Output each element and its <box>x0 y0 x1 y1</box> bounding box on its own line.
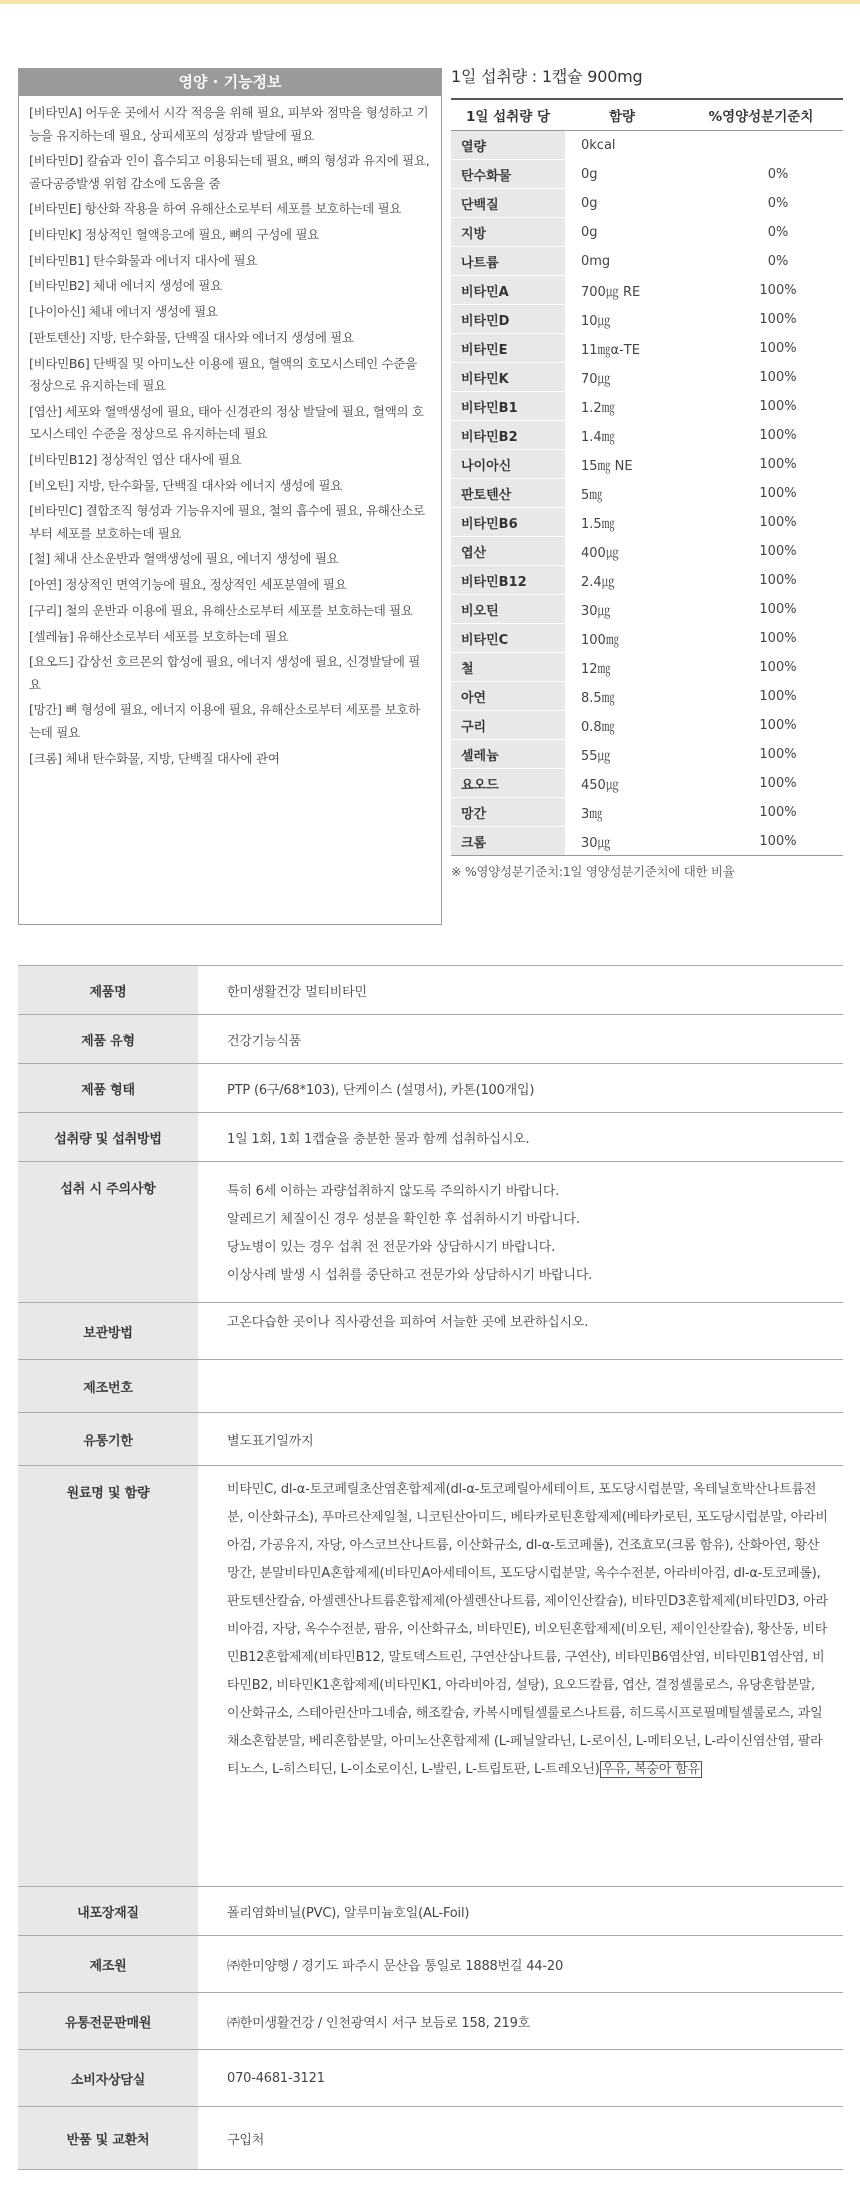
info-label: 제품명 <box>18 966 198 1015</box>
nutrition-row <box>451 537 843 566</box>
nutrient-name: 크롬 <box>451 827 565 856</box>
nutrient-amount: 0mg <box>565 247 679 276</box>
nutrient-daily-value: 100% <box>679 450 843 479</box>
function-claim: [비타민B6] 단백질 및 아미노산 이용에 필요, 혈액의 호모시스테인 수준을 정상으로 유지하는데 필요 <box>29 355 417 393</box>
nutrient-daily-value: 100% <box>679 624 843 653</box>
nutrition-table <box>451 98 843 856</box>
function-claim: [비타민D] 칼슘과 인이 흡수되고 이용되는데 필요, 뼈의 형성과 유지에 필요, 골다공증발생 위험 감소에 도움을 줌 <box>29 153 430 191</box>
nutrient-amount: 0g <box>565 218 679 247</box>
nutrient-daily-value: 100% <box>679 363 843 392</box>
info-label: 섭취 시 주의사항 <box>18 1162 198 1303</box>
info-value: ㈜한미생활건강 / 인천광역시 서구 보듬로 158, 219호 <box>198 1993 843 2050</box>
nutrient-amount: 1.4㎎ <box>565 421 679 450</box>
nutrient-name: 비타민A <box>451 276 565 305</box>
info-label: 원료명 및 함량 <box>18 1466 198 1887</box>
nutrition-row <box>451 160 843 189</box>
nutrient-name: 철 <box>451 653 565 682</box>
info-value: 폴리염화비닐(PVC), 알루미늄호일(AL-Foil) <box>198 1887 843 1936</box>
info-row-mfg-number <box>18 1360 843 1413</box>
nutrient-daily-value: 100% <box>679 305 843 334</box>
nutrient-amount: 12㎎ <box>565 653 679 682</box>
nutrient-name: 비타민K <box>451 363 565 392</box>
info-row-consumer-center <box>18 2050 843 2107</box>
info-value: ㈜한미양행 / 경기도 파주시 문산읍 통일로 1888번길 44-20 <box>198 1936 843 1993</box>
nutrient-name: 탄수화물 <box>451 160 565 189</box>
nutrition-row <box>451 711 843 740</box>
nutrition-facts-panel <box>451 68 843 880</box>
nutrient-amount: 1.2㎎ <box>565 392 679 421</box>
function-claim: [비타민B12] 정상적인 엽산 대사에 필요 <box>29 451 242 467</box>
info-row-returns <box>18 2107 843 2170</box>
info-row-distributor <box>18 1993 843 2050</box>
nutrition-row <box>451 392 843 421</box>
nutrient-amount: 0g <box>565 160 679 189</box>
info-label: 보관방법 <box>18 1303 198 1360</box>
nutrient-daily-value: 0% <box>679 189 843 218</box>
nutrient-daily-value: 0% <box>679 247 843 276</box>
nutrient-name: 요오드 <box>451 769 565 798</box>
info-value: 건강기능식품 <box>198 1015 843 1064</box>
function-info-title: 영양 · 기능정보 <box>19 69 441 96</box>
nutrition-row <box>451 595 843 624</box>
nutrition-row <box>451 247 843 276</box>
function-claim: [엽산] 세포와 혈액생성에 필요, 태아 신경관의 정상 발달에 필요, 혈액의 호모시스테인 수준을 정상으로 유지하는데 필요 <box>29 403 424 442</box>
nutrition-row <box>451 450 843 479</box>
nutrient-daily-value: 100% <box>679 392 843 421</box>
info-row-manufacturer <box>18 1936 843 1993</box>
nutrient-amount: 10㎍ <box>565 305 679 334</box>
info-label: 유통전문판매원 <box>18 1993 198 2050</box>
nutrient-name: 비타민B1 <box>451 392 565 421</box>
nutrient-daily-value: 0% <box>679 160 843 189</box>
nutrient-name: 비타민D <box>451 305 565 334</box>
nutrition-row <box>451 740 843 769</box>
nutrition-row <box>451 479 843 508</box>
info-row-expiry <box>18 1413 843 1466</box>
nutrition-row <box>451 769 843 798</box>
header-per-serving: 1일 섭취량 당 <box>451 99 565 131</box>
info-label: 제품 유형 <box>18 1015 198 1064</box>
info-value: 구입처 <box>198 2107 843 2170</box>
nutrition-row <box>451 421 843 450</box>
nutrient-name: 비오틴 <box>451 595 565 624</box>
nutrient-amount: 15㎎ NE <box>565 450 679 479</box>
info-label: 유통기한 <box>18 1413 198 1466</box>
serving-size: 1일 섭취량 : 1캡슐 900mg <box>451 67 643 86</box>
function-claim: [비오틴] 지방, 탄수화물, 단백질 대사와 에너지 생성에 필요 <box>29 477 343 493</box>
header-daily-value: %영양성분기준치 <box>679 99 843 131</box>
nutrient-name: 비타민B12 <box>451 566 565 595</box>
nutrition-row <box>451 682 843 711</box>
info-label: 제품 형태 <box>18 1064 198 1113</box>
nutrient-name: 엽산 <box>451 537 565 566</box>
info-value: 1일 1회, 1회 1캡슐을 충분한 물과 함께 섭취하십시오. <box>198 1113 843 1162</box>
nutrient-amount: 400㎍ <box>565 537 679 566</box>
nutrient-amount: 30㎍ <box>565 827 679 856</box>
info-value: 별도표기일까지 <box>198 1413 843 1466</box>
nutrient-name: 아연 <box>451 682 565 711</box>
nutrient-daily-value: 100% <box>679 334 843 363</box>
nutrition-row <box>451 189 843 218</box>
nutrient-amount: 700㎍ RE <box>565 276 679 305</box>
nutrient-daily-value: 100% <box>679 595 843 624</box>
nutrient-amount: 11㎎α-TE <box>565 334 679 363</box>
nutrition-row <box>451 218 843 247</box>
info-row-caution <box>18 1162 843 1303</box>
nutrient-amount: 1.5㎎ <box>565 508 679 537</box>
nutrient-daily-value: 100% <box>679 421 843 450</box>
info-value <box>198 1360 843 1413</box>
daily-value-footnote: ※ %영양성분기준치:1일 영양성분기준치에 대한 비율 <box>451 864 735 879</box>
nutrition-row <box>451 566 843 595</box>
info-value: 한미생활건강 멀티비타민 <box>198 966 843 1015</box>
nutrient-amount: 70㎍ <box>565 363 679 392</box>
info-value: 070-4681-3121 <box>198 2050 843 2107</box>
info-label: 반품 및 교환처 <box>18 2107 198 2170</box>
nutrient-daily-value: 100% <box>679 740 843 769</box>
info-value-ingredients <box>198 1466 843 1887</box>
function-claim: [비타민A] 어두운 곳에서 시각 적응을 위해 필요, 피부와 점막을 형성하고 기능을 유지하는데 필요, 상피세포의 성장과 발달에 필요 <box>29 105 429 143</box>
nutrient-name: 비타민C <box>451 624 565 653</box>
nutrient-daily-value: 0% <box>679 218 843 247</box>
nutrient-name: 구리 <box>451 711 565 740</box>
nutrient-daily-value: 100% <box>679 798 843 827</box>
info-value: PTP (6구/68*103), 단케이스 (설명서), 카톤(100개입) <box>198 1064 843 1113</box>
function-claim: [나이아신] 체내 에너지 생성에 필요 <box>29 304 218 320</box>
function-claim: [요오드] 갑상선 호르몬의 합성에 필요, 에너지 생성에 필요, 신경발달에 필요 <box>29 654 421 692</box>
caution-line: 이상사례 발생 시 섭취를 중단하고 전문가와 상담하시기 바랍니다. <box>227 1268 593 1283</box>
nutrient-amount: 0.8㎎ <box>565 711 679 740</box>
info-row-product-type <box>18 1015 843 1064</box>
info-value-caution <box>198 1162 843 1303</box>
nutrient-daily-value: 100% <box>679 479 843 508</box>
nutrition-row <box>451 653 843 682</box>
nutrition-row <box>451 508 843 537</box>
nutrient-name: 비타민E <box>451 334 565 363</box>
nutrient-daily-value: 100% <box>679 537 843 566</box>
nutrient-name: 나이아신 <box>451 450 565 479</box>
info-label: 섭취량 및 섭취방법 <box>18 1113 198 1162</box>
nutrient-name: 나트륨 <box>451 247 565 276</box>
nutrient-name: 단백질 <box>451 189 565 218</box>
function-claim: [아연] 정상적인 면역기능에 필요, 정상적인 세포분열에 필요 <box>29 577 347 593</box>
function-info-panel <box>18 68 442 925</box>
ingredients-text: 비타민C, dl-α-토코페릴초산염혼합제제(dl-α-토코페릴아세테이트, 포도당시럽분말, 옥테닐호박산나트륨전분, 이산화규소), 푸마르산제일철, 니코틴산아미드, 베타카로틴혼합제제(베타카로틴, 포도당시럽분말, 아라비아검, 가공유지, 자당, 아스코브산나트륨, 이산화규소, dl-α-토코페롤), 건조효모(크롬 함유), 산화아연, 황산망간, 분말비타민A혼합제제(비타민A아세테이트, 포도당시럽분말, 옥수수전분, 아라비아검, dl-α-토코페롤), 판토텐산칼슘, 아셀렌산나트륨혼합제제(아셀렌산나트륨, 제이인산칼슘), 비타민D3혼합제제(비타민D3, 아라비아검, 자당, 옥수수전분, 팜유, 이산화규소, 비타민E), 비오틴혼합제제(비오틴, 제이인산칼슘), 황산동, 비타민B12혼합제제(비타민B12, 말토덱스트린, 구연산삼나트륨, 구연산), 비타민B6염산염, 비타민B1염산염, 비타민B2, 비타민K1혼합제제(비타민K1, 아라비아검, 설탕), 요오드칼륨, 엽산, 결정셀룰로스, 유당혼합분말, 이산화규소, 스테아린산마그네슘, 해조칼슘, 카복시메틸셀룰로스나트륨, 히드록시프로필메틸셀룰로스, 과일채소혼합분말, 베리혼합분말, 아미노산혼합제제 (L-페닐알라닌, L-로이신, L-메티오닌, L-라이신염산염, 팔라티노스, L-히스티딘, L-이소로이신, L-발린, L-트립토판, L-트레오닌) <box>227 1482 828 1777</box>
info-row-packaging <box>18 1887 843 1936</box>
nutrient-daily-value: 100% <box>679 508 843 537</box>
nutrient-amount: 55㎍ <box>565 740 679 769</box>
nutrient-amount: 3㎎ <box>565 798 679 827</box>
nutrient-amount: 5㎎ <box>565 479 679 508</box>
function-claim: [비타민K] 정상적인 혈액응고에 필요, 뼈의 구성에 필요 <box>29 227 320 243</box>
info-label: 제조원 <box>18 1936 198 1993</box>
nutrient-name: 지방 <box>451 218 565 247</box>
function-claim: [셀레늄] 유해산소로부터 세포를 보호하는데 필요 <box>29 628 289 644</box>
caution-line: 당뇨병이 있는 경우 섭취 전 전문가와 상담하시기 바랍니다. <box>227 1240 556 1255</box>
info-row-storage <box>18 1303 843 1360</box>
nutrient-amount: 30㎍ <box>565 595 679 624</box>
nutrient-name: 판토텐산 <box>451 479 565 508</box>
nutrient-daily-value: 100% <box>679 566 843 595</box>
nutrition-row <box>451 798 843 827</box>
caution-line: 알레르기 체질이신 경우 성분을 확인한 후 섭취하시기 바랍니다. <box>227 1212 580 1227</box>
nutrition-row <box>451 827 843 856</box>
nutrition-row <box>451 276 843 305</box>
nutrient-amount: 0g <box>565 189 679 218</box>
nutrient-daily-value <box>679 131 843 160</box>
function-claim: [비타민E] 항산화 작용을 하여 유해산소로부터 세포를 보호하는데 필요 <box>29 201 402 217</box>
nutrient-amount: 8.5㎎ <box>565 682 679 711</box>
info-label: 소비자상담실 <box>18 2050 198 2107</box>
info-row-product-name <box>18 966 843 1015</box>
info-label: 내포장재질 <box>18 1887 198 1936</box>
nutrition-row <box>451 334 843 363</box>
nutrient-name: 열량 <box>451 131 565 160</box>
nutrient-amount: 450㎍ <box>565 769 679 798</box>
function-claim: [비타민B2] 체내 에너지 생성에 필요 <box>29 278 222 294</box>
nutrient-name: 비타민B2 <box>451 421 565 450</box>
nutrient-name: 망간 <box>451 798 565 827</box>
info-row-intake <box>18 1113 843 1162</box>
nutrient-amount: 100㎎ <box>565 624 679 653</box>
nutrient-daily-value: 100% <box>679 682 843 711</box>
function-claim: [망간] 뼈 형성에 필요, 에너지 이용에 필요, 유해산소로부터 세포를 보호하는데 필요 <box>29 702 421 740</box>
nutrition-row <box>451 624 843 653</box>
nutrition-row <box>451 131 843 160</box>
nutrition-row <box>451 363 843 392</box>
info-row-product-form <box>18 1064 843 1113</box>
function-claim: [철] 체내 산소운반과 혈액생성에 필요, 에너지 생성에 필요 <box>29 551 339 567</box>
nutrient-daily-value: 100% <box>679 653 843 682</box>
info-row-ingredients <box>18 1466 843 1887</box>
function-claim: [비타민C] 결합조직 형성과 기능유지에 필요, 철의 흡수에 필요, 유해산소로부터 세포를 보호하는데 필요 <box>29 503 425 541</box>
nutrient-daily-value: 100% <box>679 769 843 798</box>
nutrient-name: 셀레늄 <box>451 740 565 769</box>
function-claim: [판토텐산] 지방, 탄수화물, 단백질 대사와 에너지 생성에 필요 <box>29 329 354 345</box>
nutrient-amount: 0kcal <box>565 131 679 160</box>
header-amount: 함량 <box>565 99 679 131</box>
nutrition-section <box>18 68 843 928</box>
nutrition-row <box>451 305 843 334</box>
function-claim: [비타민B1] 탄수화물과 에너지 대사에 필요 <box>29 252 258 268</box>
info-value: 고온다습한 곳이나 직사광선을 피하여 서늘한 곳에 보관하십시오. <box>198 1303 843 1360</box>
nutrient-daily-value: 100% <box>679 711 843 740</box>
caution-line: 특히 6세 이하는 과량섭취하지 않도록 주의하시기 바랍니다. <box>227 1184 560 1199</box>
info-label: 제조번호 <box>18 1360 198 1413</box>
function-claims-list <box>19 96 441 770</box>
top-accent-line <box>0 0 860 4</box>
nutrient-daily-value: 100% <box>679 276 843 305</box>
allergen-box: 우유, 복숭아 함유 <box>601 1762 700 1777</box>
nutrition-table-header <box>451 99 843 131</box>
nutrient-amount: 2.4㎍ <box>565 566 679 595</box>
nutrient-daily-value: 100% <box>679 827 843 856</box>
function-claim: [크롬] 체내 탄수화물, 지방, 단백질 대사에 관여 <box>29 750 280 766</box>
nutrient-name: 비타민B6 <box>451 508 565 537</box>
function-claim: [구리] 철의 운반과 이용에 필요, 유해산소로부터 세포를 보호하는데 필요 <box>29 602 413 618</box>
product-info-table <box>18 965 843 2170</box>
